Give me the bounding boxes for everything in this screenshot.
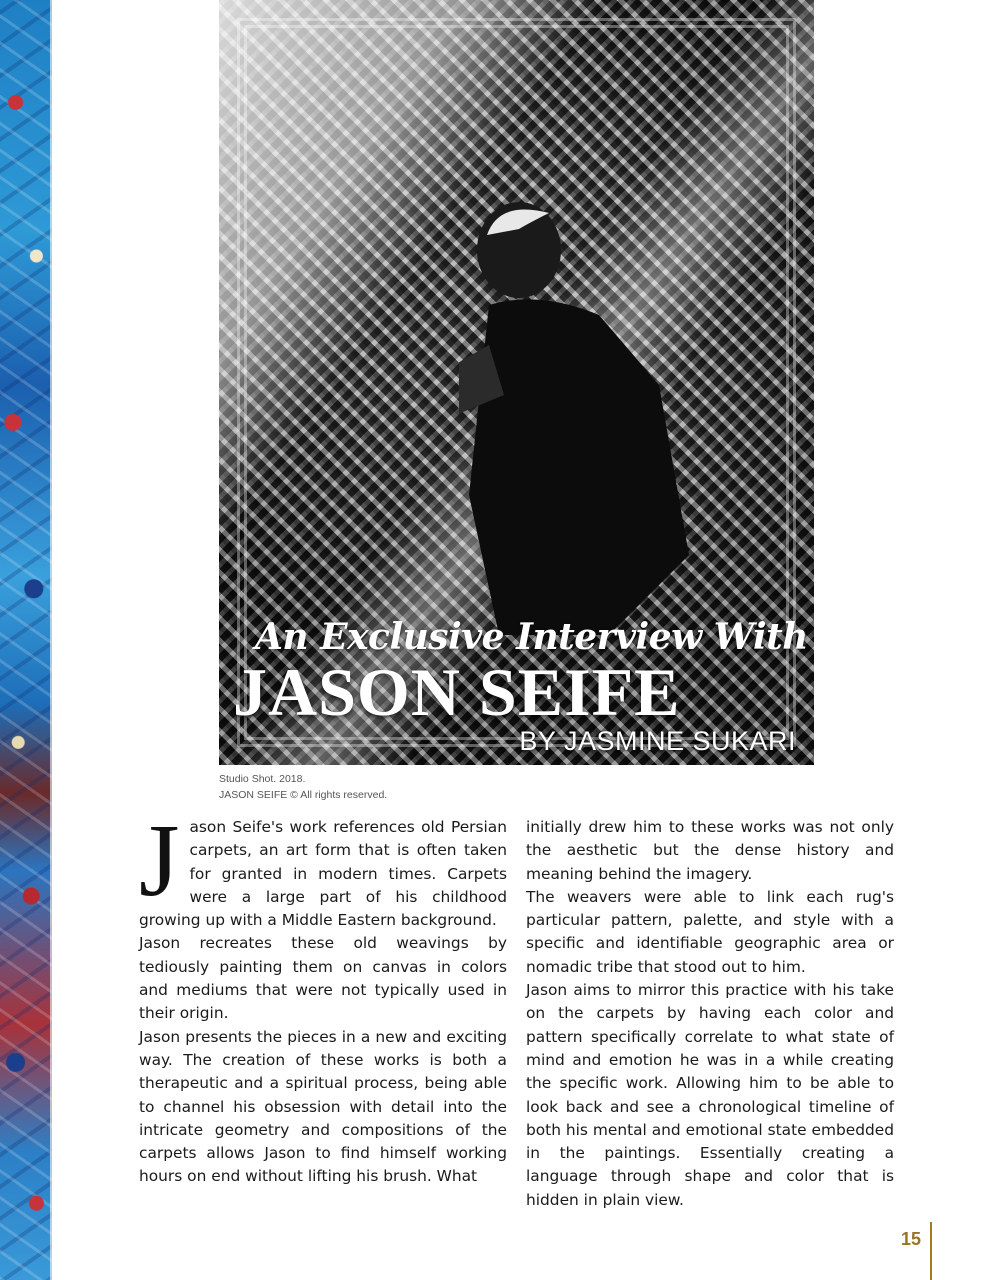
- paragraph: The weavers were able to link each rug's particular pattern, palette, and style with a specific and identifiable geographic area or nomadic tribe that stood out to him.: [526, 887, 894, 976]
- page-number: 15: [900, 1229, 921, 1249]
- artist-figure: [459, 195, 719, 635]
- paragraph: ason Seife's work references old Persian carpets, an art form that is often taken for granted in modern times. Carpets were a large part of his childhood growing up with a Middle Eastern background.: [139, 818, 507, 930]
- article-headline: JASON SEIFE: [233, 654, 681, 730]
- caption-credit: JASON SEIFE © All rights reserved.: [219, 789, 388, 801]
- article-column-left: [139, 803, 507, 1189]
- drop-cap: J: [139, 803, 180, 918]
- article-column-right: [526, 816, 894, 1212]
- paragraph: initially drew him to these works was not only the aesthetic but the dense history and meaning behind the imagery.: [526, 818, 894, 883]
- hero-photo: [219, 0, 814, 765]
- paragraph: Jason presents the pieces in a new and exciting way. The creation of these works is both a therapeutic and a spiritual process, being able to channel his obsession with detail into the intricate geometry and compositions of the carpets allows Jason to find himself working hours on end without lifting his brush. What: [139, 1027, 507, 1186]
- paragraph: Jason aims to mirror this practice with his take on the carpets by having each color and pattern specifically correlate to what state of mind and emotion he was in a while creating the specific work. Allowing him to be able to look back and see a chronological timeline of both his mental and emotional state embedded in the paintings. Essentially creating a language through shape and color that is hidden in plain view.: [526, 981, 894, 1209]
- caption-line: Studio Shot. 2018.: [219, 773, 306, 785]
- page-rule: [930, 1222, 932, 1280]
- paragraph: Jason recreates these old weavings by tediously painting them on canvas in colors and mediums that were not typically used in their origin.: [139, 934, 507, 1023]
- article-body: [139, 803, 894, 1216]
- interview-subtitle: An Exclusive Interview With: [255, 616, 808, 658]
- decorative-tile-strip: [0, 0, 52, 1280]
- author-byline: BY JASMINE SUKARI: [519, 726, 796, 756]
- photo-caption: [219, 771, 619, 803]
